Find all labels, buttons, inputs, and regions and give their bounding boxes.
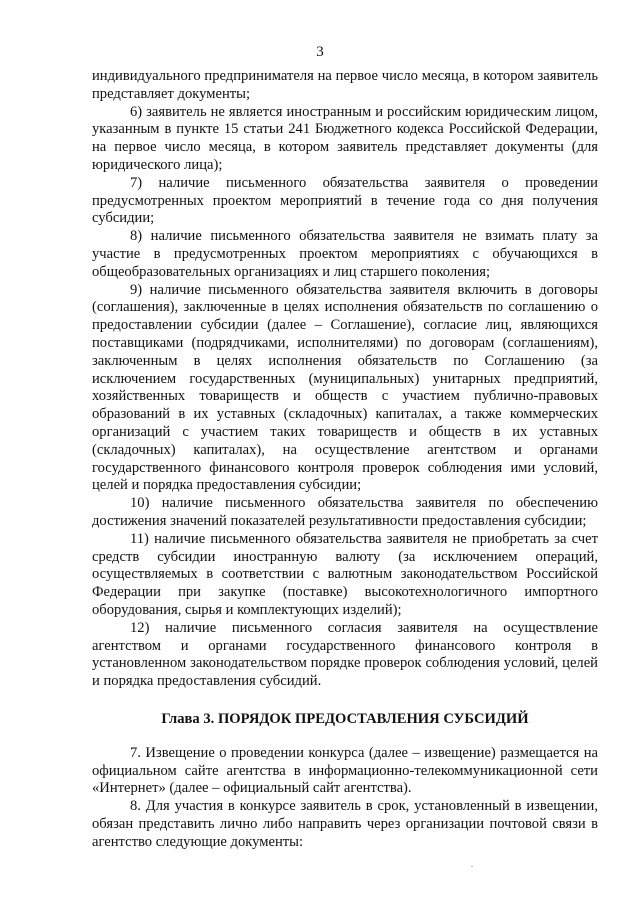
paragraph-continuation: индивидуального предпринимателя на первое число месяца, в котором заявитель представляет документы; [92, 68, 598, 102]
page-number: 3 [316, 44, 324, 60]
paragraph-section-7: 7. Извещение о проведении конкурса (далее – извещение) размещается на официальном сайте агентства в информационно-телекоммуникационной сети «Интернет» (далее – официальный сайт агентства). [92, 744, 598, 797]
paragraph-section-8: 8. Для участия в конкурсе заявитель в срок, установленный в извещении, обязан представить лично либо направить через организации почтовой связи в агентство следующие документы: [92, 798, 598, 850]
scan-speck [471, 866, 473, 867]
paragraph-item-6: 6) заявитель не является иностранным и российским юридическим лицом, указанным в пункте 15 статьи 241 Бюджетного кодекса Российской Федерации, на первое число месяца, в котором заявитель представляет документы (для юридического лица); [92, 103, 598, 173]
chapter-heading: Глава 3. ПОРЯДОК ПРЕДОСТАВЛЕНИЯ СУБСИДИЙ [161, 710, 529, 727]
paragraph-item-11: 11) наличие письменного обязательства заявителя не приобретать за счет средств субсидии иностранную валюту (за исключением операций, осуществляемых в соответствии с валютным законодательством Российской Федерации при закупке (поставке) высокотехнологичного импортного оборудования, сырья и комплектующих изделий); [92, 530, 598, 618]
paragraph-item-9: 9) наличие письменного обязательства заявителя включить в договоры (соглашения), заключенные в целях исполнения обязательств по соглашению о предоставлении субсидии (далее – Соглашение), согласие лиц, являющихся поставщиками (подрядчиками, исполнителями) по договорам (соглашениям), заключенным в целях исполнения обязательств по Соглашению (за исключением государственных (муниципальных) унитарных предприятий, хозяйственных товариществ и обществ с участием публично-правовых образований в их уставных (складочных) капиталах, а также коммерческих организаций с участием таких товариществ и обществ в их уставных (складочных) капиталах), на осуществление агентством и органами государственного финансового контроля проверок соблюдения ими условий, целей и порядка предоставления субсидии; [92, 281, 598, 494]
paragraph-item-12: 12) наличие письменного согласия заявителя на осуществление агентством и органами государственного финансового контроля в установленном законодательством порядке проверок соблюдения условий, целей и порядка предоставления субсидий. [92, 619, 598, 690]
paragraph-item-8: 8) наличие письменного обязательства заявителя не взимать плату за участие в предусмотренных проектом мероприятиях с обучающихся в общеобразовательных организациях и лиц старшего поколения; [92, 228, 598, 280]
document-body [92, 68, 598, 852]
paragraph-item-10: 10) наличие письменного обязательства заявителя по обеспечению достижения значений показателей результативности предоставления субсидии; [92, 495, 598, 529]
paragraph-item-7: 7) наличие письменного обязательства заявителя о проведении предусмотренных проектом мероприятий в течение года со дня получения субсидии; [92, 174, 598, 227]
